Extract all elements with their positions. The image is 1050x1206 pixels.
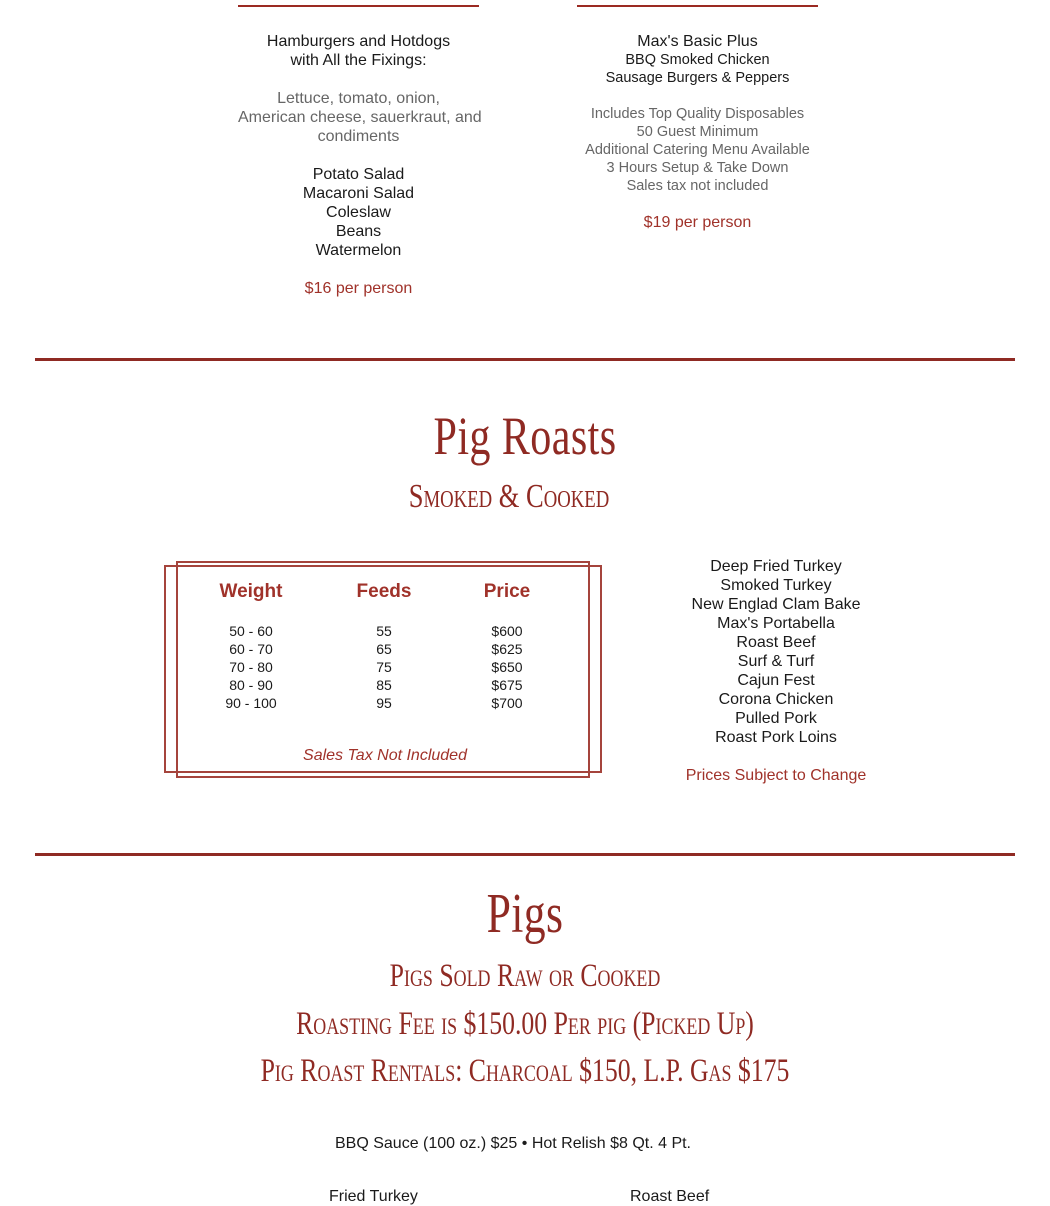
prices-note: Prices Subject to Change bbox=[685, 767, 867, 784]
fixings-line: condiments bbox=[317, 128, 400, 145]
pigs-line: Roasting Fee is $150.00 Per pig (Picked Up) bbox=[296, 1006, 754, 1042]
table-cell: 70 - 80 bbox=[229, 659, 273, 675]
pig-roast-options-list bbox=[660, 557, 892, 785]
pig-roasts-subtitle: Smoked & Cooked bbox=[408, 478, 610, 515]
fixings-line: American cheese, sauerkraut, and bbox=[238, 109, 482, 126]
side-item: Macaroni Salad bbox=[302, 185, 415, 202]
side-item: Watermelon bbox=[315, 242, 402, 259]
section-divider bbox=[35, 853, 1015, 856]
fixings-line: Lettuce, tomato, onion, bbox=[277, 90, 440, 107]
table-cell: 80 - 90 bbox=[229, 677, 273, 693]
hamburger-menu-block bbox=[238, 32, 482, 298]
sales-tax-note: Sales Tax Not Included bbox=[303, 747, 467, 764]
price-column bbox=[457, 622, 557, 712]
side-item: Beans bbox=[335, 223, 382, 240]
list-item: Cajun Fest bbox=[737, 672, 815, 689]
price-label: $16 per person bbox=[304, 280, 413, 297]
table-cell: $675 bbox=[491, 677, 523, 693]
table-cell: $650 bbox=[491, 659, 523, 675]
table-cell: 50 - 60 bbox=[229, 623, 273, 639]
side-item: Coleslaw bbox=[326, 204, 391, 221]
feeds-column bbox=[334, 622, 434, 712]
detail-line: 3 Hours Setup & Take Down bbox=[606, 160, 789, 176]
detail-line: 50 Guest Minimum bbox=[636, 124, 759, 140]
bottom-item-left: Fried Turkey bbox=[329, 1188, 418, 1205]
table-header-price: Price bbox=[483, 581, 531, 602]
menu-title: Max's Basic Plus bbox=[637, 33, 758, 50]
list-item: Pulled Pork bbox=[735, 710, 817, 727]
list-item: Deep Fried Turkey bbox=[710, 558, 842, 575]
pigs-line: Pig Roast Rentals: Charcoal $150, L.P. Gas $175 bbox=[260, 1053, 790, 1089]
top-rule-right bbox=[577, 5, 818, 7]
menu-heading-line: Hamburgers and Hotdogs bbox=[266, 33, 451, 50]
table-cell: 60 - 70 bbox=[229, 641, 273, 657]
pig-roasts-title: Pig Roasts bbox=[433, 406, 617, 466]
menu-item: Sausage Burgers & Peppers bbox=[605, 70, 790, 86]
detail-line: Sales tax not included bbox=[626, 178, 769, 194]
section-divider bbox=[35, 358, 1015, 361]
table-header-feeds: Feeds bbox=[356, 581, 412, 602]
sauce-line: BBQ Sauce (100 oz.) $25 • Hot Relish $8 Qt. 4 Pt. bbox=[335, 1135, 691, 1152]
side-item: Potato Salad bbox=[312, 166, 405, 183]
pigs-title: Pigs bbox=[486, 883, 564, 945]
list-item: New Englad Clam Bake bbox=[691, 596, 861, 613]
pigs-line: Pigs Sold Raw or Cooked bbox=[389, 958, 661, 994]
table-cell: 85 bbox=[376, 677, 392, 693]
table-cell: $700 bbox=[491, 695, 523, 711]
basic-plus-menu-block bbox=[577, 32, 818, 232]
table-cell: 90 - 100 bbox=[225, 695, 277, 711]
table-cell: 55 bbox=[376, 623, 392, 639]
detail-line: Additional Catering Menu Available bbox=[585, 142, 810, 158]
list-item: Max's Portabella bbox=[717, 615, 835, 632]
menu-item: BBQ Smoked Chicken bbox=[625, 52, 770, 68]
list-item: Smoked Turkey bbox=[720, 577, 832, 594]
bottom-item-right: Roast Beef bbox=[630, 1188, 710, 1205]
list-item: Roast Beef bbox=[736, 634, 816, 651]
price-label: $19 per person bbox=[643, 214, 752, 231]
table-cell: 75 bbox=[376, 659, 392, 675]
list-item: Roast Pork Loins bbox=[715, 729, 837, 746]
weight-column bbox=[201, 622, 301, 712]
table-cell: 95 bbox=[376, 695, 392, 711]
table-cell: $600 bbox=[491, 623, 523, 639]
list-item: Surf & Turf bbox=[737, 653, 815, 670]
menu-heading-line: with All the Fixings: bbox=[290, 52, 427, 69]
table-cell: 65 bbox=[376, 641, 392, 657]
top-rule-left bbox=[238, 5, 479, 7]
detail-line: Includes Top Quality Disposables bbox=[590, 106, 805, 122]
table-header-weight: Weight bbox=[219, 581, 283, 602]
table-cell: $625 bbox=[491, 641, 523, 657]
list-item: Corona Chicken bbox=[718, 691, 834, 708]
